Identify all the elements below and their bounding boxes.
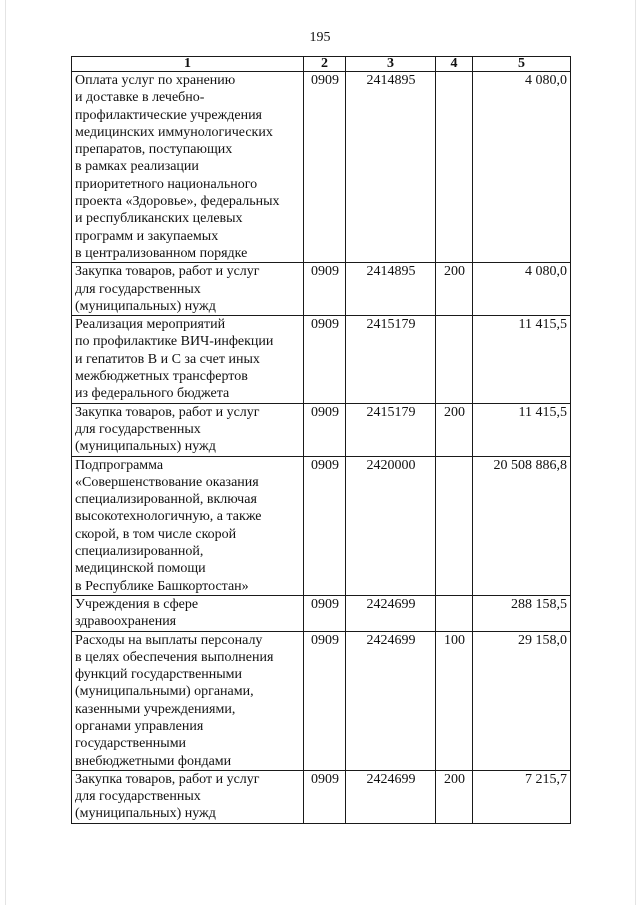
row-section: 0909: [304, 595, 346, 631]
row-section: 0909: [304, 403, 346, 456]
row-expense-type: 100: [436, 631, 473, 770]
row-amount: 4 080,0: [473, 263, 571, 316]
row-expense-type: 200: [436, 403, 473, 456]
row-article: 2424699: [346, 770, 436, 823]
row-name: Расходы на выплаты персоналу в целях обеспечения выполнения функций государственными (муниципальными) органами, казенными учреждениями, органами управления государственными внебюджетными фондами: [72, 631, 304, 770]
budget-table: [71, 56, 571, 824]
row-name: Подпрограмма «Совершенствование оказания специализированной, включая высокотехнологичную, а также скорой, в том числе скорой специализированной, медицинской помощи в Республике Башкортостан»: [72, 456, 304, 595]
table-row: [72, 595, 571, 631]
row-section: 0909: [304, 631, 346, 770]
row-section: 0909: [304, 456, 346, 595]
table-row: [72, 456, 571, 595]
row-amount: 7 215,7: [473, 770, 571, 823]
row-article: 2424699: [346, 631, 436, 770]
row-expense-type: 200: [436, 263, 473, 316]
row-name: Оплата услуг по хранению и доставке в лечебно- профилактические учреждения медицинских иммунологических препаратов, поступающих в рамках реализации приоритетного национального проекта «Здоровье», федеральных и республиканских целевых программ и закупаемых в централизованном порядке: [72, 72, 304, 263]
row-expense-type: [436, 316, 473, 403]
row-name: Закупка товаров, работ и услуг для государственных (муниципальных) нужд: [72, 770, 304, 823]
row-name: Закупка товаров, работ и услуг для государственных (муниципальных) нужд: [72, 263, 304, 316]
row-section: 0909: [304, 72, 346, 263]
row-amount: 4 080,0: [473, 72, 571, 263]
row-section: 0909: [304, 263, 346, 316]
table-row: [72, 403, 571, 456]
table-row: [72, 263, 571, 316]
row-expense-type: 200: [436, 770, 473, 823]
row-article: 2424699: [346, 595, 436, 631]
page-number: 195: [309, 30, 331, 45]
row-article: 2414895: [346, 72, 436, 263]
row-article: 2415179: [346, 316, 436, 403]
row-expense-type: [436, 456, 473, 595]
row-name: Учреждения в сфере здравоохранения: [72, 595, 304, 631]
row-amount: 29 158,0: [473, 631, 571, 770]
row-article: 2414895: [346, 263, 436, 316]
column-header-name: 1: [72, 57, 304, 72]
table-header-row: [72, 57, 571, 72]
table-row: [72, 72, 571, 263]
row-expense-type: [436, 72, 473, 263]
row-section: 0909: [304, 770, 346, 823]
column-header-amount: 5: [473, 57, 571, 72]
table-row: [72, 770, 571, 823]
row-name: Закупка товаров, работ и услуг для государственных (муниципальных) нужд: [72, 403, 304, 456]
table-row: [72, 631, 571, 770]
row-amount: 11 415,5: [473, 316, 571, 403]
row-article: 2415179: [346, 403, 436, 456]
row-article: 2420000: [346, 456, 436, 595]
row-name: Реализация мероприятий по профилактике ВИЧ-инфекции и гепатитов В и С за счет иных межбюджетных трансфертов из федерального бюджета: [72, 316, 304, 403]
row-amount: 288 158,5: [473, 595, 571, 631]
column-header-section: 2: [304, 57, 346, 72]
row-amount: 11 415,5: [473, 403, 571, 456]
column-header-expense-type: 4: [436, 57, 473, 72]
scan-edge-right: [635, 0, 636, 905]
column-header-article: 3: [346, 57, 436, 72]
scan-edge-left: [5, 0, 6, 905]
row-expense-type: [436, 595, 473, 631]
row-amount: 20 508 886,8: [473, 456, 571, 595]
table-row: [72, 316, 571, 403]
row-section: 0909: [304, 316, 346, 403]
